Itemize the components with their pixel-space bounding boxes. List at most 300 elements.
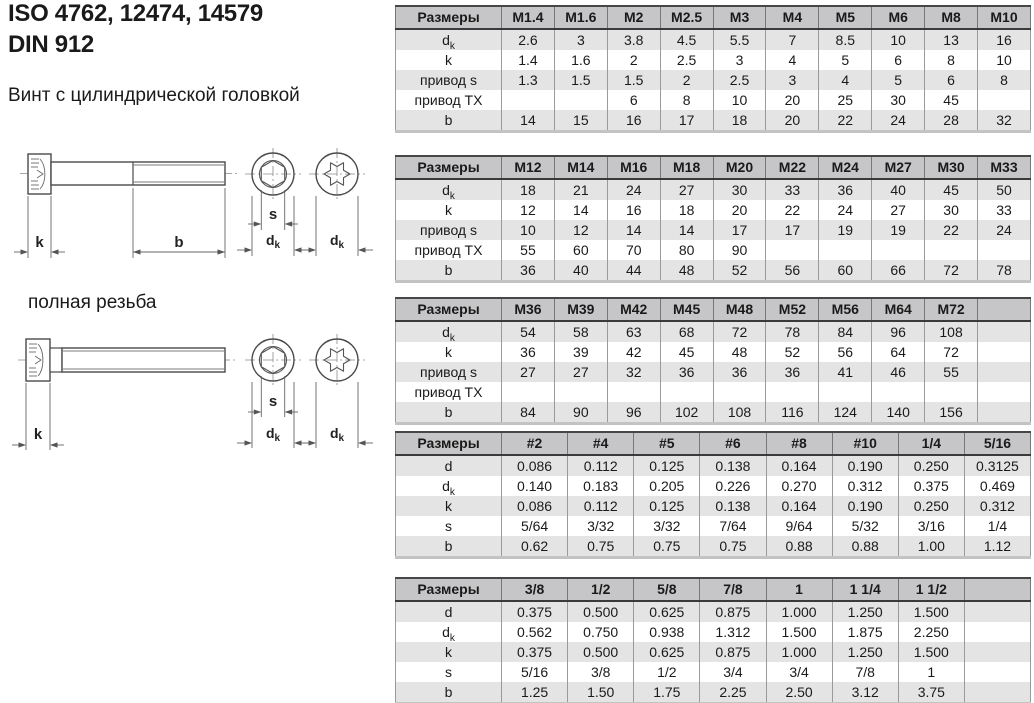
dim-label-dk2-main: d — [329, 425, 339, 441]
column-header: M42 — [607, 298, 660, 321]
value-cell: 96 — [872, 321, 925, 342]
value-cell: 0.312 — [832, 476, 898, 496]
column-header: M14 — [554, 156, 607, 179]
value-cell: 12 — [502, 200, 555, 220]
value-cell — [925, 240, 978, 260]
value-cell: 55 — [925, 362, 978, 382]
value-cell: 14 — [554, 200, 607, 220]
value-cell: 63 — [607, 321, 660, 342]
column-header: 1/4 — [898, 432, 964, 455]
column-header: #6 — [700, 432, 766, 455]
row-label — [396, 321, 502, 342]
column-header: #8 — [766, 432, 832, 455]
value-cell — [607, 382, 660, 402]
column-header: M16 — [607, 156, 660, 179]
value-cell — [502, 382, 555, 402]
value-cell: 108 — [925, 321, 978, 342]
row-label-main: d — [442, 182, 450, 198]
dim-label-dk-main: d — [265, 425, 275, 441]
row-label-sub: k — [449, 190, 455, 200]
row-label-main: k — [445, 344, 452, 360]
table-row — [396, 200, 1031, 220]
column-header: 1 — [766, 578, 832, 601]
dim-label-dk-sub: k — [274, 240, 281, 251]
value-cell: 2 — [660, 70, 713, 90]
dimension-table — [395, 431, 1031, 559]
size-header-label: Размеры — [396, 432, 502, 455]
row-label-main: b — [444, 684, 453, 700]
row-label — [396, 260, 502, 282]
row-label-main: k — [445, 52, 452, 68]
value-cell: 24 — [872, 110, 925, 132]
value-cell: 45 — [660, 342, 713, 362]
value-cell: 0.875 — [700, 642, 766, 662]
size-header-label: Размеры — [396, 6, 502, 29]
tables-container — [395, 0, 1031, 703]
value-cell: 0.190 — [832, 455, 898, 476]
value-cell — [964, 682, 1030, 703]
value-cell: 5/64 — [502, 516, 568, 536]
value-cell — [978, 382, 1031, 402]
value-cell: 2.50 — [766, 682, 832, 703]
value-cell: 39 — [554, 342, 607, 362]
column-header: 5/8 — [634, 578, 700, 601]
value-cell: 66 — [872, 260, 925, 282]
row-label — [396, 682, 502, 703]
dimension-table-5 — [395, 577, 1031, 703]
row-label-main: привод TX — [414, 384, 483, 400]
column-header: M12 — [502, 156, 555, 179]
value-cell: 27 — [660, 179, 713, 200]
row-label — [396, 90, 502, 110]
end-view-hex-socket — [245, 334, 301, 386]
value-cell: 3/4 — [766, 662, 832, 682]
header-row — [396, 6, 1031, 29]
value-cell: 7 — [766, 29, 819, 50]
value-cell: 96 — [607, 402, 660, 424]
value-cell: 0.500 — [568, 601, 634, 622]
table-row — [396, 260, 1031, 282]
value-cell: 14 — [660, 220, 713, 240]
value-cell: 28 — [925, 110, 978, 132]
value-cell: 3/16 — [898, 516, 964, 536]
column-header: M33 — [978, 156, 1031, 179]
value-cell: 48 — [713, 342, 766, 362]
table-row — [396, 601, 1031, 622]
value-cell: 8 — [925, 50, 978, 70]
table-row — [396, 50, 1031, 70]
value-cell: 8.5 — [819, 29, 872, 50]
table-row — [396, 516, 1031, 536]
value-cell: 0.75 — [634, 536, 700, 558]
row-label — [396, 496, 502, 516]
table-row — [396, 220, 1031, 240]
value-cell: 3/32 — [634, 516, 700, 536]
value-cell — [766, 240, 819, 260]
title-line-1: ISO 4762, 12474, 14579 — [8, 0, 263, 27]
value-cell: 54 — [502, 321, 555, 342]
dim-label-dk — [266, 232, 281, 251]
value-cell — [978, 362, 1031, 382]
row-label — [396, 220, 502, 240]
row-label-main: b — [444, 112, 453, 128]
value-cell: 7/64 — [700, 516, 766, 536]
dim-label-dk-main: d — [265, 232, 275, 248]
value-cell: 5/32 — [832, 516, 898, 536]
row-label — [396, 601, 502, 622]
value-cell: 15 — [554, 110, 607, 132]
value-cell: 0.625 — [634, 642, 700, 662]
value-cell: 33 — [766, 179, 819, 200]
value-cell: 0.205 — [634, 476, 700, 496]
column-header: M56 — [819, 298, 872, 321]
row-label — [396, 642, 502, 662]
header-row — [396, 156, 1031, 179]
table-row — [396, 90, 1031, 110]
value-cell: 3/8 — [568, 662, 634, 682]
end-view-torx-socket — [309, 148, 365, 200]
value-cell: 41 — [819, 362, 872, 382]
table-row — [396, 402, 1031, 424]
column-header: #5 — [634, 432, 700, 455]
value-cell: 4.5 — [660, 29, 713, 50]
value-cell: 0.190 — [832, 496, 898, 516]
value-cell — [766, 382, 819, 402]
value-cell: 16 — [607, 200, 660, 220]
table-row — [396, 682, 1031, 703]
value-cell: 16 — [978, 29, 1031, 50]
column-header: 3/8 — [502, 578, 568, 601]
row-label-main: d — [442, 624, 450, 640]
full-thread-label: полная резьба — [28, 292, 157, 313]
value-cell: 27 — [502, 362, 555, 382]
value-cell: 78 — [766, 321, 819, 342]
value-cell: 60 — [819, 260, 872, 282]
value-cell: 0.164 — [766, 455, 832, 476]
column-header: M18 — [660, 156, 713, 179]
value-cell: 80 — [660, 240, 713, 260]
value-cell: 1.250 — [832, 642, 898, 662]
table-row — [396, 496, 1031, 516]
value-cell: 58 — [554, 321, 607, 342]
value-cell: 1.312 — [700, 622, 766, 642]
header-row — [396, 578, 1031, 601]
row-label — [396, 362, 502, 382]
value-cell: 48 — [660, 260, 713, 282]
value-cell: 1 — [898, 662, 964, 682]
value-cell: 10 — [713, 90, 766, 110]
value-cell: 20 — [766, 110, 819, 132]
value-cell: 0.938 — [634, 622, 700, 642]
value-cell — [978, 342, 1031, 362]
value-cell: 108 — [713, 402, 766, 424]
column-header: M22 — [766, 156, 819, 179]
table-row — [396, 642, 1031, 662]
size-header-label: Размеры — [396, 578, 502, 601]
dimension-table-4 — [395, 431, 1031, 559]
column-header: #4 — [568, 432, 634, 455]
value-cell: 90 — [554, 402, 607, 424]
value-cell: 0.88 — [832, 536, 898, 558]
dim-label-dk2 — [330, 232, 345, 251]
row-label-main: b — [444, 404, 453, 420]
table-row — [396, 342, 1031, 362]
value-cell: 1.5 — [554, 70, 607, 90]
value-cell: 156 — [925, 402, 978, 424]
drawing-partial-thread-screw — [8, 146, 378, 271]
value-cell: 0.086 — [502, 455, 568, 476]
table-row — [396, 476, 1031, 496]
value-cell: 17 — [713, 220, 766, 240]
value-cell: 7/8 — [832, 662, 898, 682]
value-cell: 2.6 — [502, 29, 555, 50]
dim-label-k: k — [35, 234, 44, 251]
row-label — [396, 70, 502, 90]
value-cell: 16 — [607, 110, 660, 132]
title-line-2: DIN 912 — [8, 31, 94, 58]
value-cell: 0.375 — [502, 642, 568, 662]
value-cell: 14 — [607, 220, 660, 240]
row-label-main: d — [442, 324, 450, 340]
value-cell — [713, 382, 766, 402]
dimension-table-2 — [395, 155, 1031, 283]
dim-label-s: s — [268, 206, 278, 223]
value-cell: 40 — [554, 260, 607, 282]
value-cell: 56 — [819, 342, 872, 362]
value-cell: 9/64 — [766, 516, 832, 536]
column-header: M20 — [713, 156, 766, 179]
value-cell — [964, 662, 1030, 682]
value-cell: 36 — [660, 362, 713, 382]
value-cell: 13 — [925, 29, 978, 50]
dim-label-s: s — [268, 393, 278, 410]
value-cell: 1.250 — [832, 601, 898, 622]
table-row — [396, 536, 1031, 558]
size-header-label: Размеры — [396, 156, 502, 179]
table-row — [396, 455, 1031, 476]
value-cell: 1/4 — [964, 516, 1030, 536]
row-label-sub: k — [449, 332, 455, 342]
value-cell: 78 — [978, 260, 1031, 282]
value-cell: 3.8 — [607, 29, 660, 50]
value-cell: 2.250 — [898, 622, 964, 642]
value-cell: 17 — [766, 220, 819, 240]
value-cell: 0.086 — [502, 496, 568, 516]
value-cell: 1.25 — [502, 682, 568, 703]
row-label-main: k — [445, 498, 452, 514]
value-cell: 24 — [607, 179, 660, 200]
column-header: M1.4 — [502, 6, 555, 29]
dimension-table — [395, 297, 1031, 425]
row-label — [396, 179, 502, 200]
row-label — [396, 402, 502, 424]
dimension-table — [395, 5, 1031, 133]
value-cell — [978, 90, 1031, 110]
column-header: M39 — [554, 298, 607, 321]
value-cell: 3/32 — [568, 516, 634, 536]
value-cell: 0.183 — [568, 476, 634, 496]
value-cell: 0.140 — [502, 476, 568, 496]
dimension-table — [395, 155, 1031, 283]
value-cell: 56 — [766, 260, 819, 282]
row-label-main: привод TX — [414, 92, 483, 108]
table-row — [396, 662, 1031, 682]
screw-head-side — [28, 154, 51, 194]
column-header: M27 — [872, 156, 925, 179]
row-label-sub: k — [449, 40, 455, 50]
value-cell: 46 — [872, 362, 925, 382]
value-cell: 72 — [713, 321, 766, 342]
value-cell: 42 — [607, 342, 660, 362]
value-cell: 3 — [766, 70, 819, 90]
value-cell: 1.4 — [502, 50, 555, 70]
column-header: 1 1/4 — [832, 578, 898, 601]
row-label-sub: k — [449, 486, 455, 496]
dim-label-dk — [266, 425, 281, 444]
value-cell: 0.875 — [700, 601, 766, 622]
row-label — [396, 342, 502, 362]
value-cell: 3/4 — [700, 662, 766, 682]
value-cell: 68 — [660, 321, 713, 342]
dim-label-dk2-sub: k — [338, 240, 345, 251]
value-cell: 0.226 — [700, 476, 766, 496]
value-cell: 0.562 — [502, 622, 568, 642]
dim-label-dk2-sub: k — [338, 433, 345, 444]
value-cell: 1.500 — [898, 642, 964, 662]
value-cell: 33 — [978, 200, 1031, 220]
value-cell: 72 — [925, 260, 978, 282]
dim-label-k: k — [33, 426, 43, 443]
value-cell: 6 — [607, 90, 660, 110]
row-label — [396, 29, 502, 50]
value-cell: 0.3125 — [964, 455, 1030, 476]
column-header: M2.5 — [660, 6, 713, 29]
value-cell: 84 — [502, 402, 555, 424]
value-cell: 140 — [872, 402, 925, 424]
dimension-table-3 — [395, 297, 1031, 425]
value-cell: 0.625 — [634, 601, 700, 622]
value-cell: 0.138 — [700, 496, 766, 516]
table-row — [396, 321, 1031, 342]
row-label — [396, 622, 502, 642]
value-cell — [872, 240, 925, 260]
value-cell: 55 — [502, 240, 555, 260]
value-cell — [819, 240, 872, 260]
value-cell — [978, 321, 1031, 342]
value-cell: 12 — [554, 220, 607, 240]
value-cell: 32 — [978, 110, 1031, 132]
value-cell: 2 — [607, 50, 660, 70]
value-cell: 19 — [872, 220, 925, 240]
value-cell: 124 — [819, 402, 872, 424]
value-cell: 0.312 — [964, 496, 1030, 516]
row-label — [396, 382, 502, 402]
dimension-table — [395, 577, 1031, 703]
value-cell: 0.270 — [766, 476, 832, 496]
row-label-sub: k — [449, 632, 455, 642]
value-cell — [925, 382, 978, 402]
column-header — [964, 578, 1030, 601]
row-label — [396, 110, 502, 132]
column-header — [978, 298, 1031, 321]
value-cell: 6 — [925, 70, 978, 90]
end-view-hex-socket — [245, 148, 301, 200]
value-cell: 1.3 — [502, 70, 555, 90]
value-cell: 45 — [925, 90, 978, 110]
value-cell — [819, 382, 872, 402]
row-label-main: k — [445, 202, 452, 218]
value-cell: 5.5 — [713, 29, 766, 50]
header-row — [396, 432, 1031, 455]
value-cell: 0.500 — [568, 642, 634, 662]
value-cell: 72 — [925, 342, 978, 362]
value-cell — [502, 90, 555, 110]
value-cell: 3.75 — [898, 682, 964, 703]
value-cell: 0.750 — [568, 622, 634, 642]
value-cell: 0.164 — [766, 496, 832, 516]
table-row — [396, 622, 1031, 642]
value-cell: 3 — [713, 50, 766, 70]
value-cell: 20 — [713, 200, 766, 220]
table-row — [396, 362, 1031, 382]
value-cell: 3 — [554, 29, 607, 50]
value-cell: 40 — [872, 179, 925, 200]
column-header: M45 — [660, 298, 713, 321]
value-cell — [964, 642, 1030, 662]
column-header: M48 — [713, 298, 766, 321]
value-cell: 0.125 — [634, 496, 700, 516]
value-cell: 10 — [872, 29, 925, 50]
row-label — [396, 200, 502, 220]
row-label-main: k — [445, 644, 452, 660]
value-cell: 0.88 — [766, 536, 832, 558]
column-header: M36 — [502, 298, 555, 321]
value-cell: 27 — [554, 362, 607, 382]
value-cell: 1.75 — [634, 682, 700, 703]
value-cell: 1.00 — [898, 536, 964, 558]
screw-head-side — [26, 339, 50, 381]
row-label-main: d — [442, 32, 450, 48]
value-cell — [964, 622, 1030, 642]
size-header-label: Размеры — [396, 298, 502, 321]
dim-label-dk2 — [330, 425, 345, 444]
table-row — [396, 70, 1031, 90]
page-title — [8, 0, 263, 60]
value-cell: 18 — [660, 200, 713, 220]
row-label — [396, 662, 502, 682]
column-header: M3 — [713, 6, 766, 29]
column-header: 1 1/2 — [898, 578, 964, 601]
column-header: #10 — [832, 432, 898, 455]
row-label — [396, 50, 502, 70]
value-cell: 52 — [766, 342, 819, 362]
value-cell: 1/2 — [634, 662, 700, 682]
value-cell: 22 — [819, 110, 872, 132]
value-cell: 5/16 — [502, 662, 568, 682]
value-cell: 0.469 — [964, 476, 1030, 496]
row-label-main: d — [442, 478, 450, 494]
value-cell: 1.000 — [766, 642, 832, 662]
column-header: M8 — [925, 6, 978, 29]
value-cell: 0.75 — [700, 536, 766, 558]
value-cell: 17 — [660, 110, 713, 132]
column-header: M4 — [766, 6, 819, 29]
value-cell: 0.75 — [568, 536, 634, 558]
value-cell: 1.500 — [898, 601, 964, 622]
row-label-main: s — [445, 518, 452, 534]
column-header: M10 — [978, 6, 1031, 29]
value-cell: 1.6 — [554, 50, 607, 70]
